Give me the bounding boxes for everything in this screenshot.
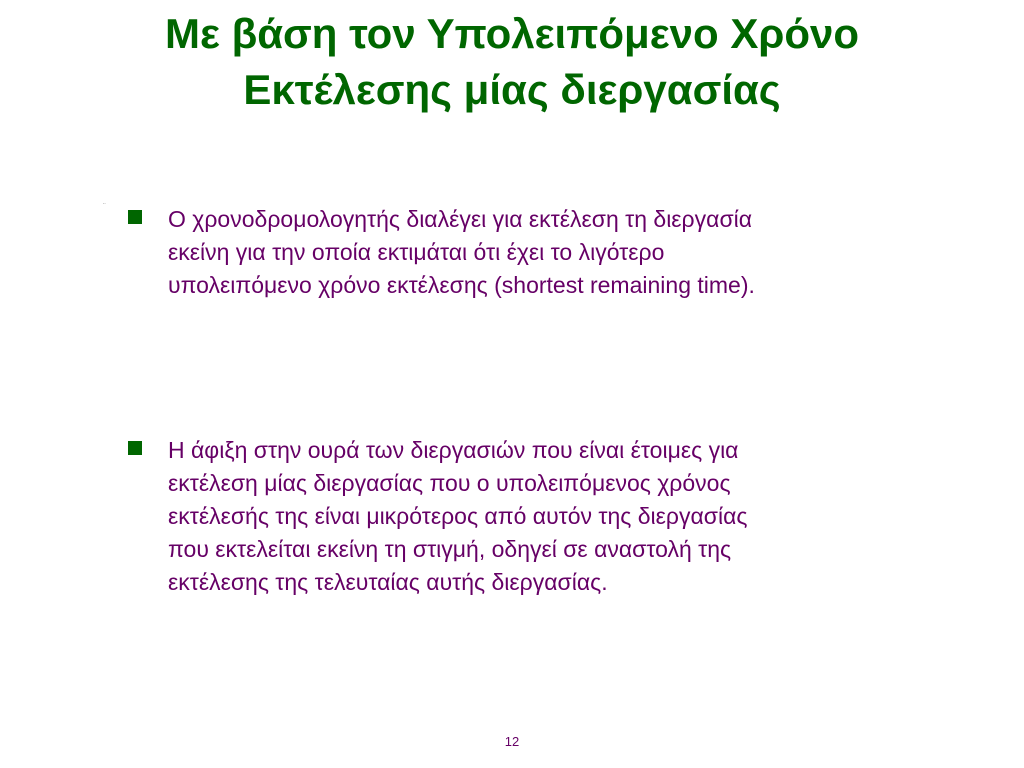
page-number: 12 (504, 734, 520, 749)
bullet-item-2 (128, 434, 918, 599)
square-bullet-icon (128, 210, 142, 224)
slide-title (60, 6, 964, 118)
square-bullet-icon (128, 441, 142, 455)
slide-title-line-2: Εκτέλεσης μίας διεργασίας (243, 66, 781, 113)
bullet-2-line-4: που εκτελείται εκείνη τη στιγμή, οδηγεί σε αναστολή της (168, 536, 732, 562)
bullet-text-1 (168, 203, 918, 302)
bullet-1-line-3: υπολειπόμενο χρόνο εκτέλεσης (shortest remaining time). (168, 272, 755, 298)
stray-mark: ¨ (103, 202, 106, 211)
bullet-2-line-5: εκτέλεσης της τελευταίας αυτής διεργασίας. (168, 569, 608, 595)
bullet-2-line-2: εκτέλεση μίας διεργασίας που ο υπολειπόμενος χρόνος (168, 470, 731, 496)
bullet-item-1 (128, 203, 918, 302)
slide-title-line-1: Με βάση τον Υπολειπόμενο Χρόνο (164, 10, 859, 57)
bullet-2-line-3: εκτέλεσής της είναι μικρότερος από αυτόν της διεργασίας (168, 503, 748, 529)
bullet-2-line-1: Η άφιξη στην ουρά των διεργασιών που είναι έτοιμες για (168, 437, 739, 463)
bullet-1-line-2: εκείνη για την οποία εκτιμάται ότι έχει το λιγότερο (168, 239, 665, 265)
bullet-1-line-1: Ο χρονοδρομολογητής διαλέγει για εκτέλεση τη διεργασία (168, 206, 753, 232)
bullet-text-2 (168, 434, 918, 599)
